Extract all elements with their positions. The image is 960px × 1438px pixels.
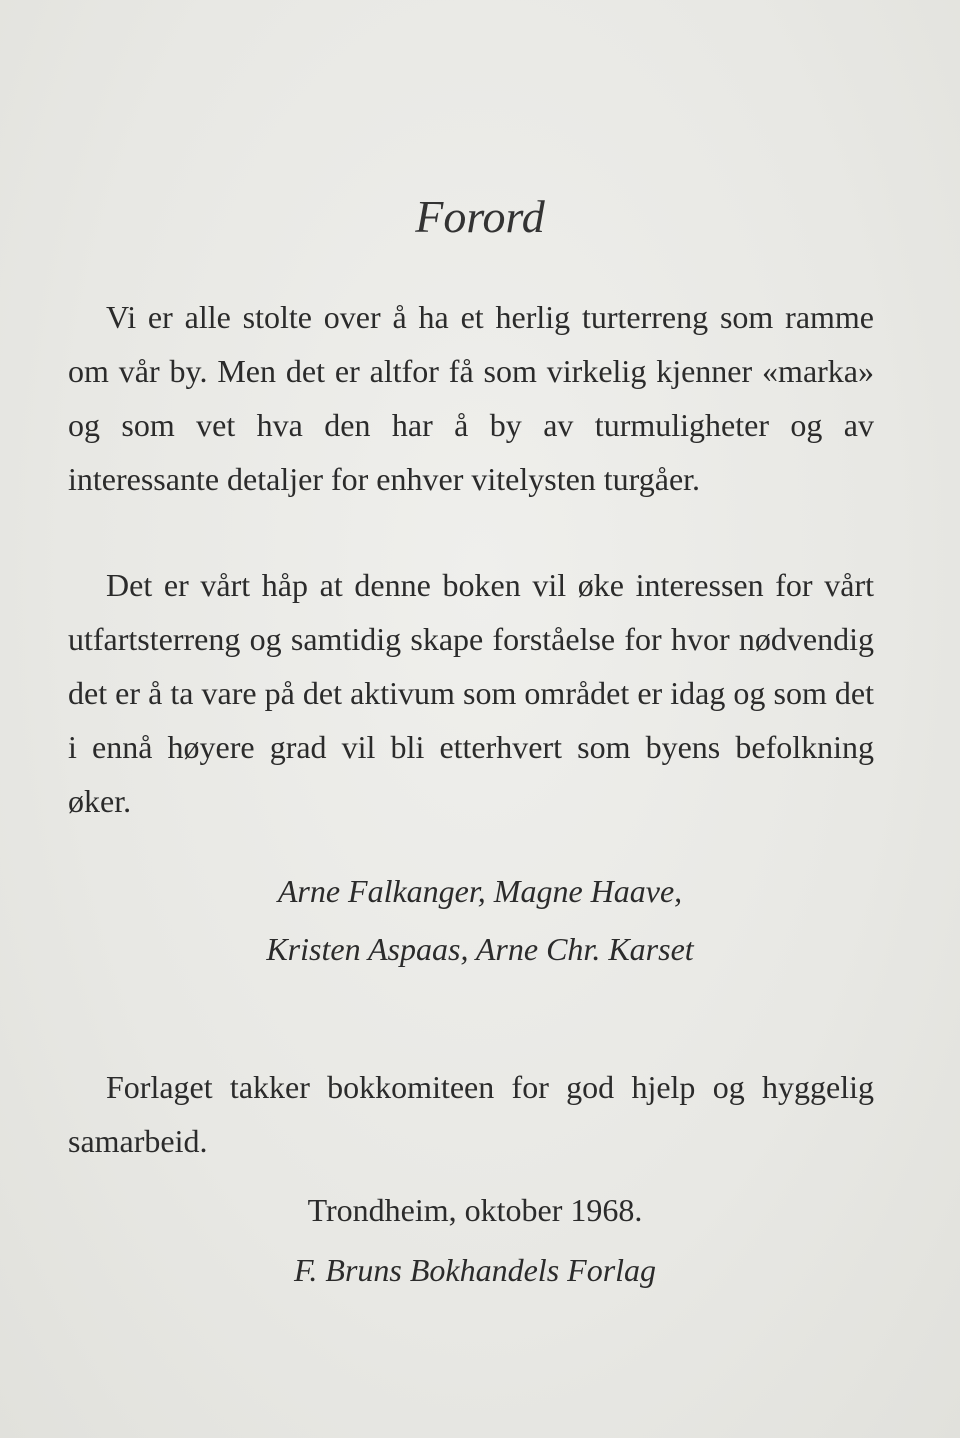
page-title: Forord <box>415 191 545 242</box>
foreword-paragraph-1: Vi er alle stolte over å ha et herlig turterreng som ramme om vår by. Men det er altfor få som virkelig kjenner «marka» og som vet hva den har å by av turmuligheter og av interessante detaljer for enhver vitelysten turgåer. <box>68 299 874 497</box>
authors-line-2: Kristen Aspaas, Arne Chr. Karset <box>266 931 694 967</box>
foreword-paragraph-2: Det er vårt håp at denne boken vil øke interessen for vårt utfartsterreng og samtidig skape forståelse for hvor nødvendig det er å ta vare på det aktivum som området er idag og som det i ennå høyere grad vil bli etterhvert som byens befolkning øker. <box>68 567 874 819</box>
author-signatures <box>0 862 960 978</box>
publisher-name: F. Bruns Bokhandels Forlag <box>293 1252 657 1288</box>
authors-line-1: Arne Falkanger, Magne Haave, <box>277 873 683 909</box>
acknowledgement-paragraph: Forlaget takker bokkomiteen for god hjelp og hyggelig samarbeid. <box>68 1069 874 1159</box>
place-and-date: Trondheim, oktober 1968. <box>307 1192 643 1228</box>
